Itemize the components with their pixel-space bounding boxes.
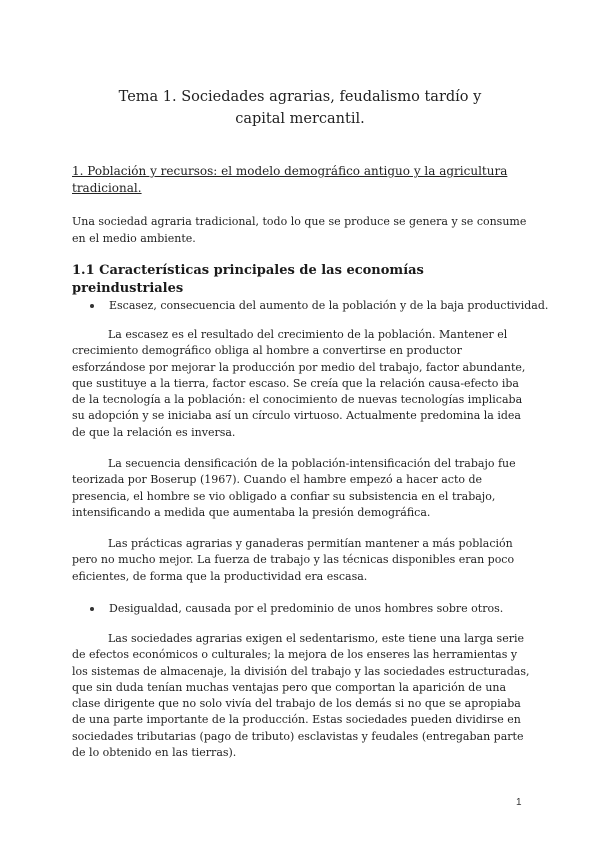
paragraph-sedentarismo: Las sociedades agrarias exigen el sedentarismo, este tiene una larga serie de efectos económicos o culturales; la mejora de los enseres las herramientas y los sistemas de almacenaje, la división del trabajo y las sociedades estructuradas, que sin duda tenían muchas ventajas pero que comportan la aparición de una clase dirigente que no solo vivía del trabajo de los demás si no que se apropiaba de una parte importante de la producción. Estas sociedades pueden dividirse en sociedades tributarias (pago de tributo) esclavistas y feudales (entregaban parte de lo obtenido en las tierras). <box>72 632 530 760</box>
bullet-text: Escasez, consecuencia del aumento de la población y de la baja productividad. <box>109 299 549 312</box>
intro-paragraph: Una sociedad agraria tradicional, todo lo que se produce se genera y se consume en el medio ambiente. <box>72 215 527 245</box>
paragraph-practicas-agrarias: Las prácticas agrarias y ganaderas permitían mantener a más población pero no mucho mejor. La fuerza de trabajo y las técnicas disponibles eran poco eficientes, de forma que la productividad era escasa. <box>72 537 515 583</box>
page-number: 1 <box>516 797 522 808</box>
subsection-heading: 1.1 Características principales de las economías preindustriales <box>72 263 424 296</box>
bullet-icon <box>90 304 94 308</box>
bullet-text: Desigualdad, causada por el predominio de unos hombres sobre otros. <box>109 602 504 615</box>
bullet-icon <box>90 607 94 611</box>
paragraph-escasez: La escasez es el resultado del crecimiento de la población. Mantener el crecimiento demográfico obliga al hombre a convertirse en productor esforzándose por mejorar la producción por medio del trabajo, factor abundante, que sustituye a la tierra, factor escaso. Se creía que la relación causa-efecto iba de la tecnología a la población: el conocimiento de nuevas tecnologías implicaba su adopción y se iniciaba así un círculo virtuoso. Actualmente predomina la idea de que la relación es inversa. <box>72 328 526 439</box>
paragraph-boserup: La secuencia densificación de la población-intensificación del trabajo fue teorizada por Boserup (1967). Cuando el hambre empezó a hacer acto de presencia, el hombre se vio obligado a confiar su subsistencia en el trabajo, intensificando a medida que aumentaba la presión demográfica. <box>72 457 516 519</box>
section-heading: 1. Población y recursos: el modelo demográfico antiguo y la agricultura tradicional. <box>72 164 508 195</box>
document-title: Tema 1. Sociedades agrarias, feudalismo tardío y capital mercantil. <box>118 89 482 127</box>
